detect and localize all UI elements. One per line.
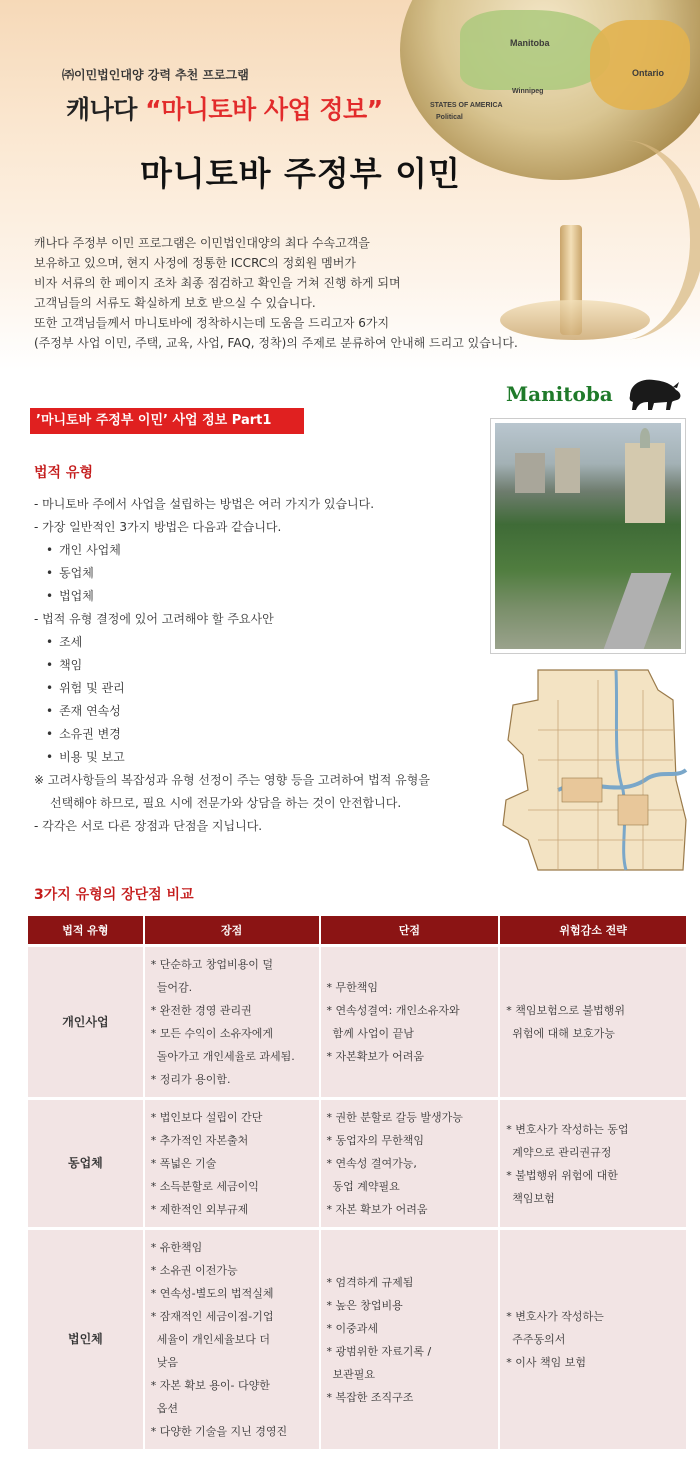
cell-line: 위험에 대해 보호가능 <box>512 1027 615 1040</box>
title-prefix: 캐나다 <box>66 95 146 124</box>
cell-line: 이사 책임 보험 <box>515 1356 586 1369</box>
table-row <box>28 946 687 1099</box>
cell-item <box>321 1152 491 1198</box>
page-title: 마니토바 주정부 이민 <box>140 154 461 193</box>
cell-item <box>145 999 311 1022</box>
cell-item <box>321 1198 491 1221</box>
row-cons-cell <box>320 946 500 1099</box>
cell-line: 정리가 용이함. <box>159 1073 231 1086</box>
main-title <box>66 90 383 126</box>
cell-item <box>145 1175 311 1198</box>
cell-line: 변호사가 작성하는 동업 <box>515 1122 629 1136</box>
cell-line: 단순하고 창업비용이 덜 <box>159 958 274 971</box>
globe-label: Political <box>436 114 463 121</box>
table-row <box>28 1099 687 1229</box>
cell-line: 자본 확보 용이- 다양한 <box>159 1379 270 1392</box>
cell-item <box>145 1106 311 1129</box>
cell-line: 연속성결여: 개인소유자와 <box>335 1004 460 1017</box>
cell-item <box>145 1022 311 1068</box>
cell-item <box>321 1106 491 1129</box>
cell-line: 자본확보가 어려움 <box>335 1050 425 1063</box>
column-header: 단점 <box>320 916 500 946</box>
cell-line: 소유권 이전가능 <box>159 1264 238 1277</box>
cell-line: 이중과세 <box>335 1321 379 1335</box>
cell-item <box>321 1294 491 1317</box>
globe-label: Winnipeg <box>512 88 544 95</box>
row-cons-cell <box>320 1099 500 1229</box>
cell-line: 추가적인 자본출처 <box>159 1134 249 1147</box>
intro-line: 보유하고 있으며, 현지 사정에 정통한 ICCRC의 정회원 멤버가 <box>34 256 356 270</box>
cell-line: 주주동의서 <box>512 1333 566 1346</box>
cell-item <box>145 1259 311 1282</box>
cell-line: 소득분할로 세금이익 <box>159 1180 259 1193</box>
row-type: 개인사업 <box>28 946 144 1099</box>
cell-item <box>145 1236 311 1259</box>
cell-item <box>145 1068 311 1091</box>
row-risk-cell <box>499 946 687 1099</box>
list-item: • 위험 및 관리 <box>34 677 484 700</box>
cell-item <box>500 1164 678 1210</box>
cell-item <box>500 1305 678 1351</box>
row-pros-cell <box>144 946 320 1099</box>
intro-line: 캐나다 주정부 이민 프로그램은 이민법인대양의 최다 수속고객을 <box>34 236 370 250</box>
cell-line: 광범위한 자료기록 / <box>335 1344 432 1358</box>
row-cons-cell <box>320 1229 500 1450</box>
intro-line: 또한 고객님들께서 마니토바에 정착하시는데 도움을 드리고자 6가지 <box>34 316 390 330</box>
legal-heading: 법적 유형 <box>34 465 93 481</box>
cell-line: 연속성 결여가능, <box>335 1157 417 1170</box>
cell-line: 보관필요 <box>332 1367 376 1381</box>
row-risk-cell <box>499 1099 687 1229</box>
cell-line: 완전한 경영 관리권 <box>159 1004 252 1017</box>
cell-line: 돌아가고 개인세율로 과세됨. <box>156 1050 295 1063</box>
cell-item <box>321 1129 491 1152</box>
cell-item <box>145 1282 311 1305</box>
sub-title: ㈜이민법인대양 강력 추천 프로그램 <box>62 68 249 82</box>
list-item: • 법업체 <box>34 585 484 608</box>
column-header: 장점 <box>144 916 320 946</box>
cell-line: 연속성-별도의 법적실체 <box>159 1287 274 1300</box>
intro-line: (주정부 사업 이민, 주택, 교육, 사업, FAQ, 정착)의 주제로 분류하여 안내해 드리고 있습니다. <box>34 336 518 350</box>
cell-line: 잠재적인 세금이점-기업 <box>159 1310 274 1323</box>
row-risk-cell <box>499 1229 687 1450</box>
cell-line: 권한 분할로 갈등 발생가능 <box>335 1111 463 1124</box>
cell-item <box>145 1152 311 1175</box>
cell-item <box>321 1045 491 1068</box>
cell-item <box>321 1271 491 1294</box>
cell-line: 낮음 <box>156 1356 179 1369</box>
list-item: - 가장 일반적인 3가지 방법은 다음과 같습니다. <box>34 520 282 534</box>
winnipeg-photo <box>490 418 686 654</box>
cell-item <box>145 1374 311 1420</box>
cell-item <box>145 1129 311 1152</box>
cell-line: 계약으로 관리권규정 <box>512 1145 612 1159</box>
table-row <box>28 1229 687 1450</box>
cell-item <box>321 976 491 999</box>
compare-heading: 3가지 유형의 장단점 비교 <box>34 887 194 903</box>
list-item: - 법적 유형 결정에 있어 고려해야 할 주요사안 <box>34 612 274 626</box>
cell-line: 책임보험 <box>512 1191 555 1205</box>
row-pros-cell <box>144 1229 320 1450</box>
cell-line: 법인보다 설립이 간단 <box>159 1111 263 1124</box>
cell-line: 엄격하게 규제됨 <box>335 1275 414 1289</box>
list-item: • 개인 사업체 <box>34 539 484 562</box>
bison-icon <box>624 374 684 414</box>
list-item: ※ 고려사항들의 복잡성과 유형 선정이 주는 영향 등을 고려하여 법적 유형을 <box>34 773 430 787</box>
hero-banner <box>0 0 700 370</box>
manitoba-logo <box>506 374 686 414</box>
row-pros-cell <box>144 1099 320 1229</box>
cell-item <box>145 953 311 999</box>
cell-line: 옵션 <box>156 1402 179 1415</box>
column-header: 위험감소 전략 <box>499 916 687 946</box>
title-highlight: “마니토바 사업 정보” <box>145 95 383 124</box>
cell-item <box>321 999 491 1045</box>
row-type: 동업체 <box>28 1099 144 1229</box>
logo-text: Manitoba <box>506 382 613 406</box>
cell-line: 자본 확보가 어려움 <box>335 1203 428 1216</box>
row-type: 법인체 <box>28 1229 144 1450</box>
cell-item <box>500 999 678 1045</box>
cell-line: 변호사가 작성하는 <box>515 1310 604 1323</box>
list-item: - 마니토바 주에서 사업을 설립하는 방법은 여러 가지가 있습니다. <box>34 497 375 511</box>
cell-line: 유한책임 <box>159 1241 203 1254</box>
legal-list <box>34 493 484 838</box>
cell-item <box>500 1118 678 1164</box>
cell-line: 제한적인 외부규제 <box>159 1203 249 1216</box>
winnipeg-map <box>498 660 688 880</box>
cell-line: 폭넓은 기술 <box>159 1157 217 1170</box>
cell-line: 복잡한 조직구조 <box>335 1390 414 1404</box>
list-item: - 각각은 서로 다른 장점과 단점을 지닙니다. <box>34 819 263 833</box>
cell-item <box>145 1420 311 1443</box>
compare-table <box>28 916 688 1449</box>
list-item: • 소유권 변경 <box>34 723 484 746</box>
globe-label: STATES OF AMERICA <box>430 102 503 109</box>
intro-paragraph <box>34 233 594 353</box>
intro-line: 고객님들의 서류도 확실하게 보호 받으실 수 있습니다. <box>34 296 316 310</box>
list-item: 선택해야 하므로, 필요 시에 전문가와 상담을 하는 것이 안전합니다. <box>50 796 402 810</box>
cell-line: 모든 수익이 소유자에게 <box>159 1027 274 1040</box>
cell-item <box>321 1386 491 1409</box>
intro-line: 비자 서류의 한 페이지 조차 최종 점검하고 확인을 거쳐 진행 하게 되며 <box>34 276 401 290</box>
cell-item <box>145 1305 311 1374</box>
cell-line: 동업자의 무한책임 <box>335 1134 425 1147</box>
cell-line: 동업 계약필요 <box>332 1180 400 1193</box>
cell-item <box>500 1351 678 1374</box>
cell-item <box>321 1317 491 1340</box>
globe-label: Ontario <box>632 68 665 78</box>
cell-line: 세율이 개인세율보다 더 <box>156 1333 271 1346</box>
list-item: • 책임 <box>34 654 484 677</box>
cell-line: 높은 창업비용 <box>335 1298 403 1312</box>
list-item: • 비용 및 보고 <box>34 746 484 769</box>
cell-line: 책임보험으로 불법행위 <box>515 1004 626 1017</box>
cell-item <box>321 1340 491 1386</box>
globe-label: Manitoba <box>510 38 550 48</box>
list-item: • 조세 <box>34 631 484 654</box>
column-header: 법적 유형 <box>28 916 144 946</box>
cell-line: 무한책임 <box>335 981 379 994</box>
cell-item <box>145 1198 311 1221</box>
part-badge: ’마니토바 주정부 이민’ 사업 정보 Part1 <box>30 408 304 434</box>
cell-line: 다양한 기술을 지닌 경영진 <box>159 1425 288 1438</box>
list-item: • 동업체 <box>34 562 484 585</box>
list-item: • 존재 연속성 <box>34 700 484 723</box>
cell-line: 불법행위 위험에 대한 <box>515 1168 618 1182</box>
cell-line: 함께 사업이 끝남 <box>332 1027 414 1040</box>
cell-line: 들어감. <box>156 981 193 994</box>
